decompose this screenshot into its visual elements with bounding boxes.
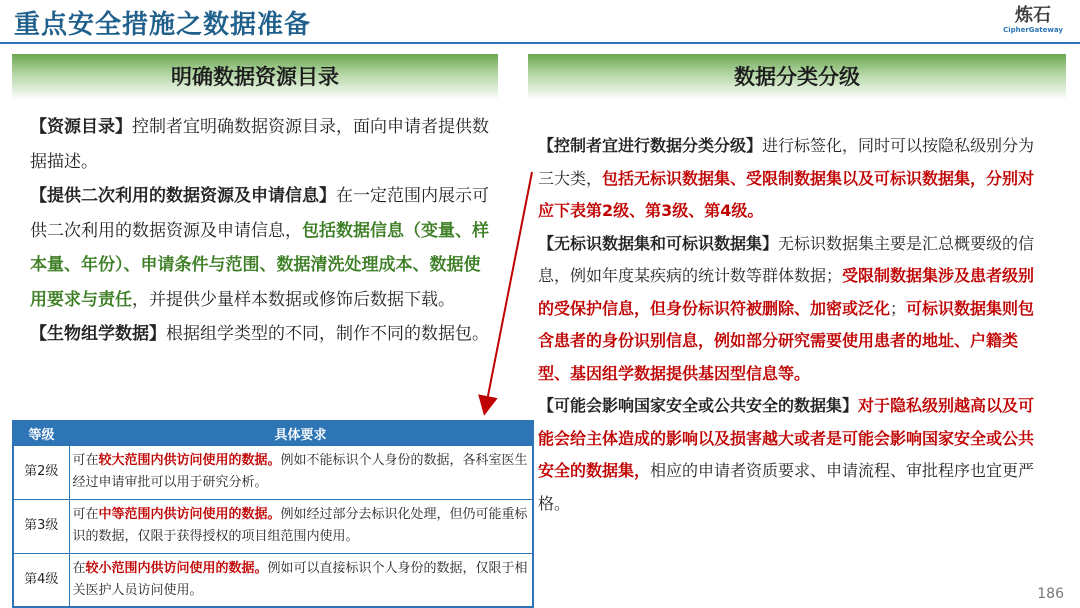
omics-data-text: 根据组学类型的不同，制作不同的数据包。 [166,324,489,344]
secondary-use-highlight: 包括数据信息（变量、样本量、年份）、申请条件与范围、数据清洗处理成本、数据使用要求与责任 [30,220,489,310]
level-cell: 第2级 [13,445,69,499]
omics-data-paragraph [30,317,492,352]
right-section-heading: 数据分类分级 [528,54,1066,100]
table-row [13,553,533,607]
title-bar [0,0,1080,44]
table-row [13,499,533,553]
requirement-cell [69,553,533,607]
classification-tag: 【控制者宜进行数据分类分级】 [538,136,763,155]
page-number: 186 [1037,586,1064,602]
level-cell: 第4级 [13,553,69,607]
omics-data-tag: 【生物组学数据】 [30,324,166,344]
requirement-prefix: 在 [72,560,86,576]
dataset-types-paragraph [538,228,1048,391]
table-header-row [13,421,533,445]
left-section-heading: 明确数据资源目录 [12,54,498,100]
column-header-level: 等级 [13,421,69,445]
requirement-prefix: 可在 [72,507,99,522]
requirement-cell [69,445,533,499]
national-security-tag: 【可能会影响国家安全或公共安全的数据集】 [538,396,859,415]
requirement-prefix: 可在 [72,453,99,468]
national-security-paragraph [538,390,1048,520]
secondary-use-text-end: ，并提供少量样本数据或修饰后数据下载。 [132,289,455,310]
company-logo [998,6,1068,35]
requirement-highlight: 中等范围内供访问使用的数据。 [98,507,281,522]
level-cell: 第3级 [13,499,69,553]
dataset-types-text: 无标识数据集主要是汇总概要级的信息，例如年度某疾病的统计数等群体数据； [538,233,1035,285]
requirement-detail: 例如经过部分去标识化处理，但仍可能重标识的数据，仅限于获得授权的项目组范围内使用。 [72,507,528,544]
secondary-use-paragraph [30,179,492,317]
column-header-requirement: 具体要求 [69,421,533,445]
requirement-cell [69,499,533,553]
secondary-use-text: 在一定范围内展示可供二次利用的数据资源及申请信息， [30,186,489,241]
resource-catalog-tag: 【资源目录】 [30,117,132,137]
page-title: 重点安全措施之数据准备 [14,10,312,40]
requirement-detail: 例如不能标识个人身份的数据，各科室医生经过申请审批可以用于研究分析。 [72,453,528,490]
table-row [13,445,533,499]
classification-text: 进行标签化，同时可以按隐私级别分为三大类， [538,136,1035,188]
identifiable-dataset-highlight: 可标识数据集则包含患者的身份识别信息，例如部分研究需要使用患者的地址、户籍类型、基因组学数据提供基因型信息等。 [538,298,1035,383]
requirement-highlight: 较大范围内供访问使用的数据。 [98,453,281,468]
requirement-detail: 例如可以直接标识个人身份的数据，仅限于相关医护人员访问使用。 [72,560,528,598]
logo-chinese-text: 炼石 [1015,5,1051,26]
data-level-table [12,420,534,608]
dataset-types-tag: 【无标识数据集和可标识数据集】 [538,233,779,253]
resource-catalog-paragraph [30,110,492,179]
resource-catalog-text: 控制者宜明确数据资源目录，面向申请者提供数据描述。 [30,117,489,172]
dataset-types-separator: ； [890,298,907,318]
classification-highlight: 包括无标识数据集、受限制数据集以及可标识数据集，分别对应下表第2级、第3级、第4级。 [538,168,1035,220]
classification-paragraph [538,130,1048,228]
restricted-dataset-highlight: 受限制数据集涉及患者级别的受保护信息，但身份标识符被删除、加密或泛化 [538,266,1035,318]
connector-arrow-icon [470,170,540,420]
national-security-highlight: 对于隐私级别越高以及可能会给主体造成的影响以及损害越大或者是可能会影响国家安全或公共安全的数据集， [538,396,1035,480]
logo-english-text: CipherGateway [1003,26,1063,34]
national-security-text: 相应的申请者资质要求、申请流程、审批程序也宜更严格。 [538,461,1035,513]
left-section-body [30,110,492,352]
right-section-body [538,130,1048,520]
secondary-use-tag: 【提供二次利用的数据资源及申请信息】 [30,186,336,206]
title-divider [0,42,1080,44]
requirement-highlight: 较小范围内供访问使用的数据。 [85,560,268,576]
